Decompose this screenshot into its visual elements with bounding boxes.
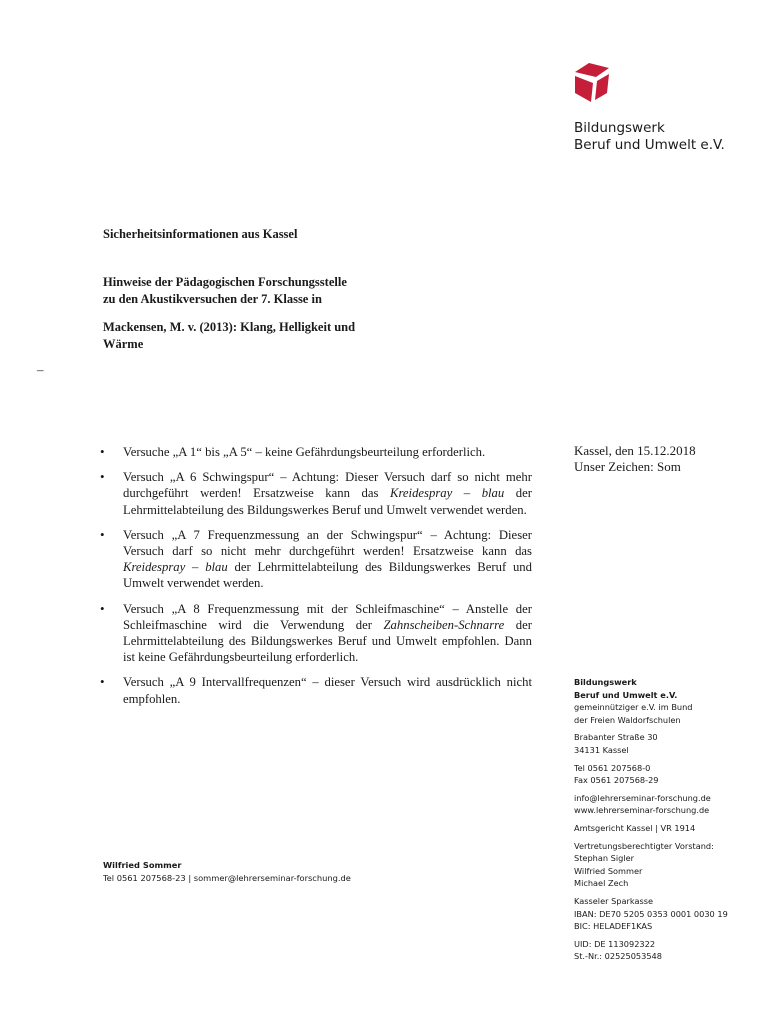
date-line: Kassel, den 15.12.2018 bbox=[574, 443, 696, 458]
sidebar-web: www.lehrerseminar-forschung.de bbox=[574, 805, 710, 816]
sidebar-email: info@lehrerseminar-forschung.de bbox=[574, 792, 711, 803]
list-item: • Versuche „A 1“ bis „A 5“ – keine Gefährdungsbeurteilung erforderlich. bbox=[100, 444, 532, 460]
bildungswerk-logo bbox=[572, 60, 612, 104]
sidebar-org3: gemeinnütziger e.V. im Bund bbox=[574, 702, 693, 713]
sidebar-board-label: Vertretungsberechtigter Vorstand: bbox=[574, 840, 714, 851]
signature-contact: Tel 0561 207568-23 | sommer@lehrerseminar-forschung.de bbox=[103, 873, 351, 883]
sidebar-org4: der Freien Waldorfschulen bbox=[574, 714, 681, 725]
sidebar-uid: UID: DE 113092322 bbox=[574, 938, 656, 949]
sidebar-city: 34131 Kassel bbox=[574, 744, 629, 755]
sidebar-board2: Wilfried Sommer bbox=[574, 865, 643, 876]
sidebar-street: Brabanter Straße 30 bbox=[574, 732, 658, 743]
list-item: • Versuch „A 9 Intervallfrequenzen“ – dieser Versuch wird ausdrücklich nicht empfohlen. bbox=[100, 674, 532, 706]
signature-name: Wilfried Sommer bbox=[103, 860, 182, 870]
sidebar-tel: Tel 0561 207568-0 bbox=[574, 762, 651, 773]
list-item: • Versuch „A 6 Schwingspur“ – Achtung: Dieser Versuch darf so nicht mehr durchgeführt werden! Ersatzweise kann das Kreidespray – blau der Lehrmittelabteilung des Bildungswerkes Beruf und Umwelt verwendet werden. bbox=[100, 469, 532, 518]
org-name bbox=[574, 120, 725, 154]
org-name-line1: Bildungswerk bbox=[574, 120, 665, 136]
sidebar-org2: Beruf und Umwelt e.V. bbox=[574, 689, 678, 700]
sidebar-board3: Michael Zech bbox=[574, 878, 629, 889]
sidebar-tax: St.-Nr.: 02525053548 bbox=[574, 951, 662, 962]
sidebar-bic: BIC: HELADEF1KAS bbox=[574, 921, 653, 932]
subtitle-line1: Hinweise der Pädagogischen Forschungsstelle bbox=[103, 275, 347, 289]
fold-mark: – bbox=[37, 362, 44, 377]
subtitle-line2: zu den Akustikversuchen der 7. Klasse in bbox=[103, 292, 322, 306]
document-reference bbox=[103, 319, 355, 353]
reference-line1: Mackensen, M. v. (2013): Klang, Helligkeit und bbox=[103, 320, 356, 334]
sidebar-bank: Kasseler Sparkasse bbox=[574, 895, 654, 906]
sidebar-iban: IBAN: DE70 5205 0353 0001 0030 19 bbox=[574, 908, 728, 919]
sidebar-board1: Stephan Sigler bbox=[574, 853, 634, 864]
document-title: Sicherheitsinformationen aus Kassel bbox=[103, 227, 298, 241]
sidebar-fax: Fax 0561 207568-29 bbox=[574, 775, 659, 786]
list-item: • Versuch „A 7 Frequenzmessung an der Schwingspur“ – Achtung: Dieser Versuch darf so nicht mehr durchgeführt werden! Ersatzweise kann das Kreidespray – blau der Lehrmittelabteilung des Bildungswerkes Beruf und Umwelt verwendet werden. bbox=[100, 527, 532, 592]
experiment-list bbox=[100, 444, 532, 716]
document-subtitle bbox=[103, 274, 347, 308]
sidebar-org1: Bildungswerk bbox=[574, 677, 637, 687]
list-item: • Versuch „A 8 Frequenzmessung mit der Schleifmaschine“ – Anstelle der Schleifmaschine wird die Verwendung der Zahnscheiben-Schnarre der Lehrmittelabteilung des Bildungswerkes Beruf und Umwelt empfohlen. Dann ist keine Gefährdungsbeurteilung erforderlich. bbox=[100, 601, 532, 666]
reference-line2: Wärme bbox=[103, 337, 144, 351]
date-block bbox=[574, 443, 696, 475]
org-name-line2: Beruf und Umwelt e.V. bbox=[574, 137, 725, 153]
signature-block bbox=[103, 859, 351, 885]
sidebar-court: Amtsgericht Kassel | VR 1914 bbox=[574, 822, 696, 833]
sidebar-org-info bbox=[574, 676, 764, 968]
reference-code: Unser Zeichen: Som bbox=[574, 459, 681, 474]
